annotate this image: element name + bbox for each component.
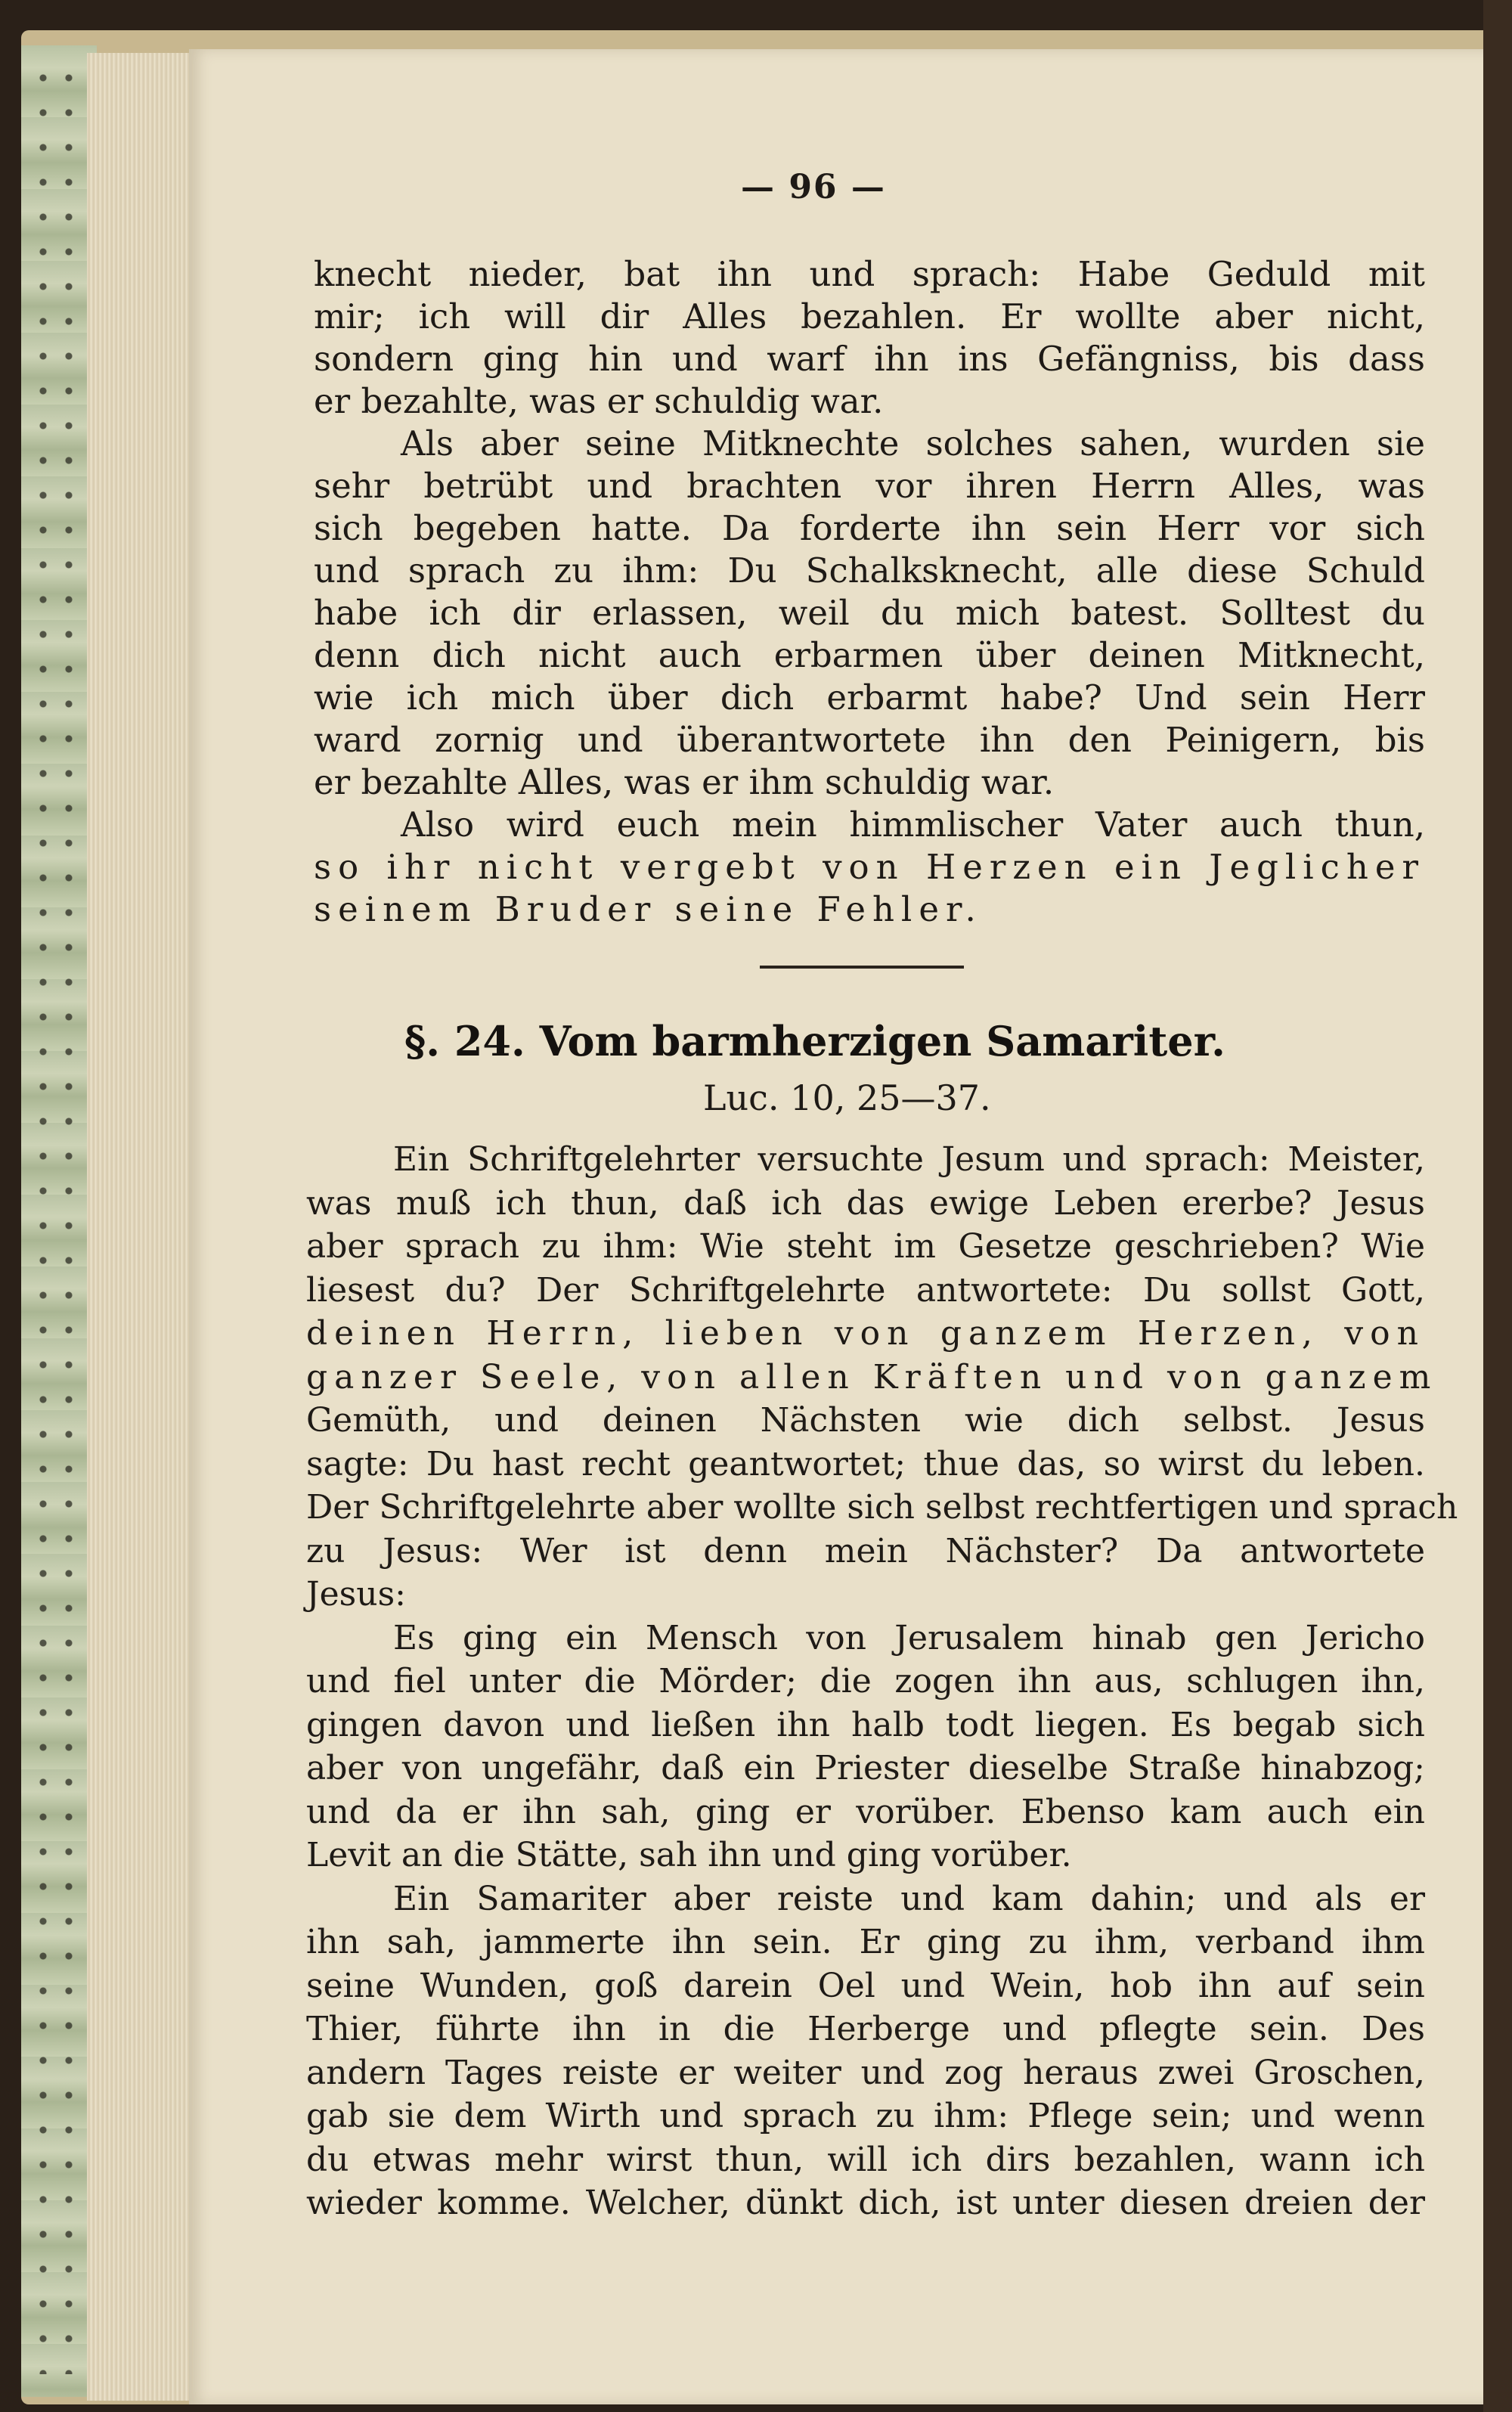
scripture-reference: Luc. 10, 25—37. [703,1077,991,1118]
text-line: Gemüth, und deinen Nächsten wie dich selbst. Jesus [306,1401,1425,1440]
text-line: sich begeben hatte. Da forderte ihn sein Herr vor sich [314,508,1425,548]
text-line: mir; ich will dir Alles bezahlen. Er wollte aber nicht, [314,296,1425,336]
text-line: er bezahlte Alles, was er ihm schuldig war. [314,762,1055,802]
continuation-text [314,253,1425,931]
text-line: Der Schriftgelehrte aber wollte sich selbst rechtfertigen und sprach [306,1488,1458,1527]
section-heading: §. 24. Vom barmherzigen Samariter. [404,1017,1225,1065]
text-line: liesest du? Der Schriftgelehrte antwortete: Du sollst Gott, [306,1270,1425,1310]
text-line: Ein Schriftgelehrter versuchte Jesum und sprach: Meister, [393,1140,1425,1179]
text-line: sagte: Du hast recht geantwortet; thue das, so wirst du leben. [306,1444,1425,1483]
binding-shadow [1483,0,1512,2412]
text-line: Ein Samariter aber reiste und kam dahin; und als er [393,1879,1425,1918]
text-line: ihn sah, jammerte ihn sein. Er ging zu ihm, verband ihm [306,1923,1425,1961]
text-line: gingen davon und ließen ihn halb todt liegen. Es begab sich [306,1705,1425,1744]
text-line: denn dich nicht auch erbarmen über deinen Mitknecht, [314,635,1425,675]
text-line: Thier, führte ihn in die Herberge und pflegte sein. Des [306,2010,1425,2048]
text-line: Es ging ein Mensch von Jerusalem hinab gen Jericho [393,1618,1425,1657]
text-line: gab sie dem Wirth und sprach zu ihm: Pflege sein; und wenn [306,2097,1425,2135]
text-line: aber sprach zu ihm: Wie steht im Gesetze geschrieben? Wie [306,1227,1425,1266]
page-stack-edge [87,53,193,2401]
text-line: Jesus: [306,1575,406,1614]
text-line: du etwas mehr wirst thun, will ich dirs bezahlen, wann ich [306,2140,1425,2179]
text-line: und fiel unter die Mörder; die zogen ihn aus, schlugen ihn, [306,1662,1425,1700]
text-line: zu Jesus: Wer ist denn mein Nächster? Da antwortete [306,1531,1425,1570]
text-line: wieder komme. Welcher, dünkt dich, ist unter diesen dreien der [306,2184,1425,2222]
text-line: aber von ungefähr, daß ein Priester dieselbe Straße hinabzog; [306,1749,1425,1787]
text-line: deinen Herrn, lieben von ganzem Herzen, von [306,1314,1425,1353]
text-line: und sprach zu ihm: Du Schalksknecht, alle diese Schuld [314,550,1425,591]
text-line: Levit an die Stätte, sah ihn und ging vorüber. [306,1836,1072,1874]
marbled-pattern [30,60,91,2374]
text-line: wie ich mich über dich erbarmt habe? Und sein Herr [314,677,1425,718]
text-line: seinem Bruder seine Fehler. [314,889,983,929]
text-line: so ihr nicht vergebt von Herzen ein Jeglicher [314,847,1425,887]
text-line: was muß ich thun, daß ich das ewige Leben ererbe? Jesus [306,1183,1425,1223]
section-divider [760,966,964,969]
text-line: andern Tages reiste er weiter und zog heraus zwei Groschen, [306,2053,1425,2092]
text-line: ganzer Seele, von allen Kräften und von ganzem [306,1357,1438,1397]
parable-text [306,1138,1458,2225]
text-line: sehr betrübt und brachten vor ihren Herrn Alles, was [314,466,1425,506]
text-line: habe ich dir erlassen, weil du mich batest. Solltest du [314,593,1425,633]
text-line: knecht nieder, bat ihn und sprach: Habe Geduld mit [314,254,1425,294]
text-line: sondern ging hin und warf ihn ins Gefängniss, bis dass [314,339,1425,379]
text-line: Also wird euch mein himmlischer Vater auch thun, [401,805,1425,845]
text-line: seine Wunden, goß darein Oel und Wein, hob ihn auf sein [306,1966,1425,2005]
page-number: — 96 — [741,168,886,206]
text-line: er bezahlte, was er schuldig war. [314,381,884,421]
text-line: und da er ihn sah, ging er vorüber. Ebenso kam auch ein [306,1792,1425,1831]
text-line: Als aber seine Mitknechte solches sahen, wurden sie [401,423,1425,463]
text-line: ward zornig und überantwortete ihn den Peinigern, bis [314,720,1425,760]
